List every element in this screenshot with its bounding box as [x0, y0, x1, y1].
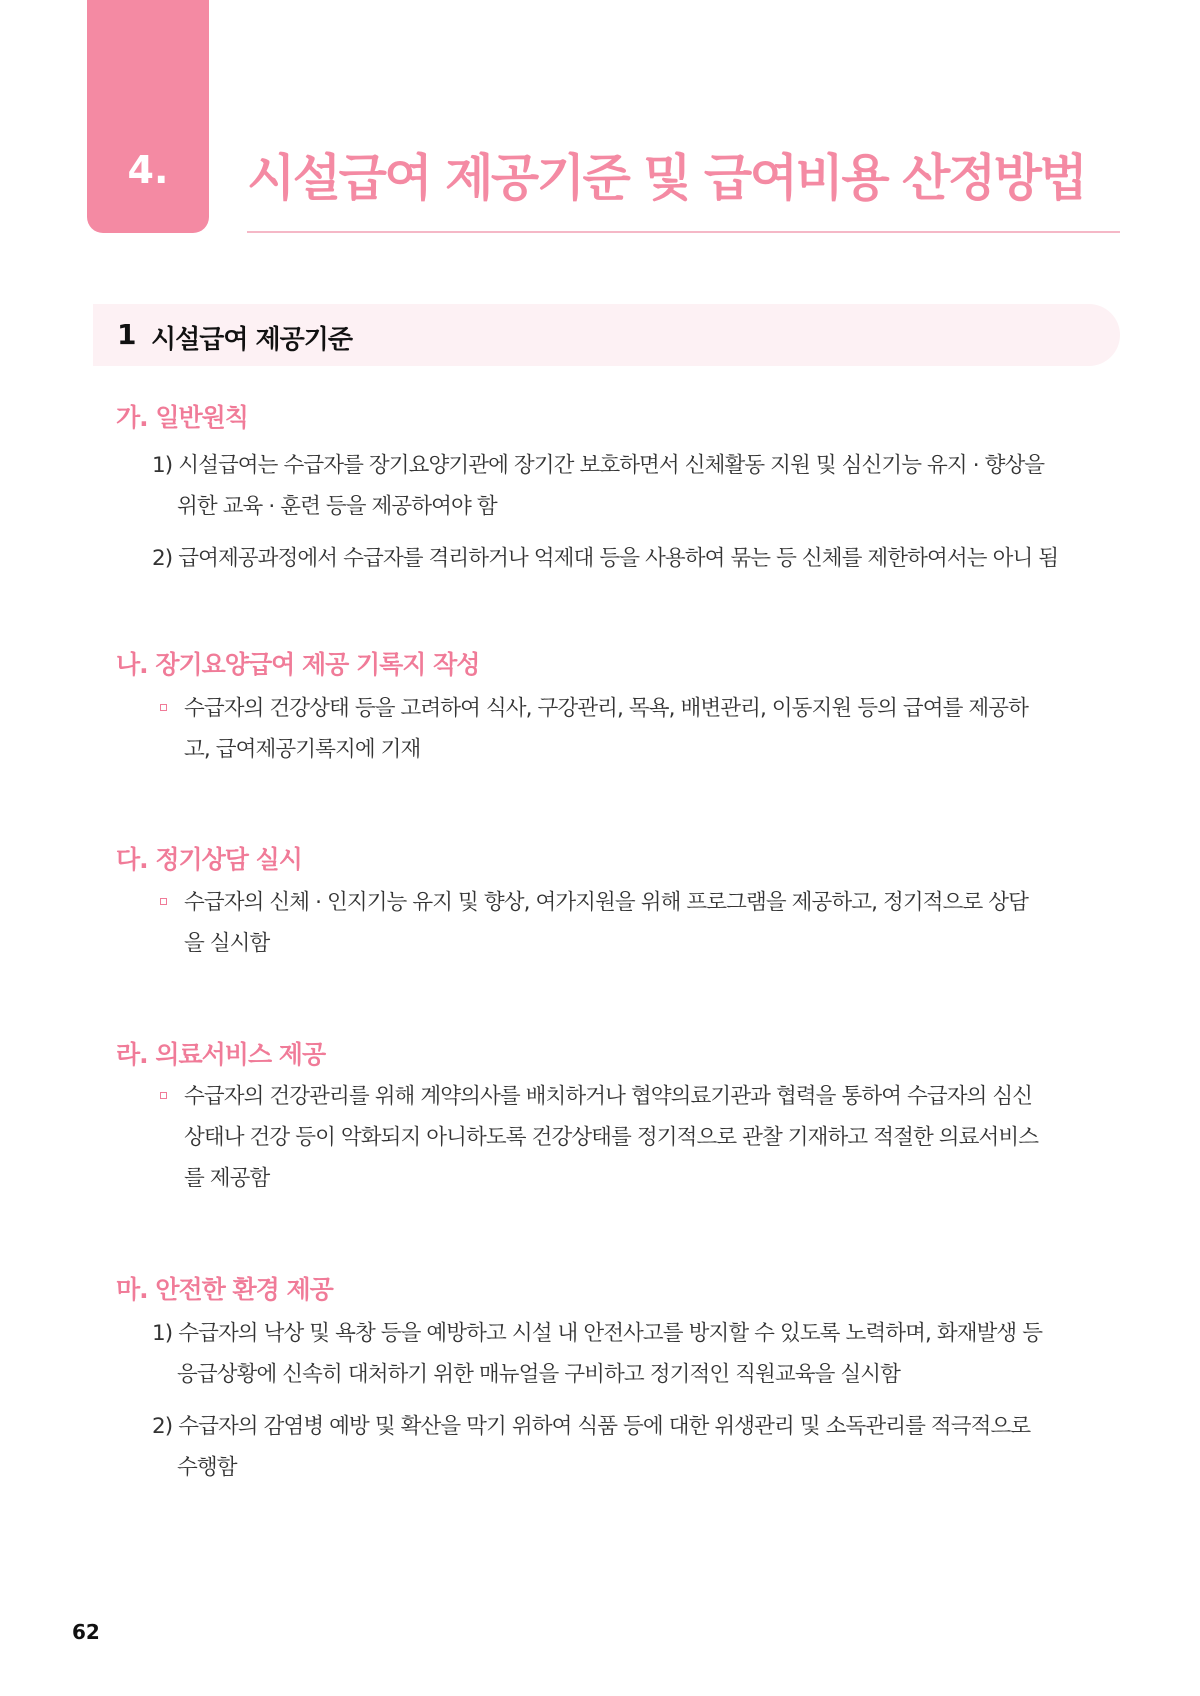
section-header: [93, 304, 1120, 366]
page-number: 62: [72, 1620, 100, 1644]
item-line: 위한 교육 · 훈련 등을 제공하여야 함: [177, 494, 497, 519]
list-item: [160, 882, 1105, 964]
chapter-tab: [87, 0, 209, 233]
item-line: 1) 시설급여는 수급자를 장기요양기관에 장기간 보호하면서 신체활동 지원 및 심신기능 유지 · 향상을: [152, 453, 1045, 478]
item-line: 고, 급여제공기록지에 기재: [184, 737, 421, 762]
list-item: [160, 688, 1105, 770]
item-line: 를 제공함: [184, 1166, 270, 1191]
square-bullet-icon: [160, 1092, 167, 1099]
list-item: [160, 1076, 1105, 1199]
square-bullet-icon: [160, 704, 167, 711]
item-line: 2) 수급자의 감염병 예방 및 확산을 막기 위하여 식품 등에 대한 위생관리 및 소독관리를 적극적으로: [152, 1414, 1031, 1439]
chapter-divider: [247, 231, 1120, 233]
subsection-heading-general: 가. 일반원칙: [116, 403, 248, 432]
item-line: 2) 급여제공과정에서 수급자를 격리하거나 억제대 등을 사용하여 묶는 등 신체를 제한하여서는 아니 됨: [152, 546, 1059, 571]
list-item: [152, 1406, 1097, 1488]
chapter-number: 4.: [127, 148, 169, 192]
list-item: [152, 1313, 1097, 1395]
item-line: 수급자의 건강관리를 위해 계약의사를 배치하거나 협약의료기관과 협력을 통하여 수급자의 심신: [184, 1084, 1033, 1109]
chapter-title: 시설급여 제공기준 및 급여비용 산정방법: [247, 149, 1086, 207]
subsection-heading-safety: 마. 안전한 환경 제공: [116, 1275, 333, 1304]
square-bullet-icon: [160, 898, 167, 905]
item-line: 수급자의 건강상태 등을 고려하여 식사, 구강관리, 목욕, 배변관리, 이동지원 등의 급여를 제공하: [184, 696, 1029, 721]
item-line: 상태나 건강 등이 악화되지 아니하도록 건강상태를 정기적으로 관찰 기재하고 적절한 의료서비스: [184, 1125, 1039, 1150]
item-line: 1) 수급자의 낙상 및 욕창 등을 예방하고 시설 내 안전사고를 방지할 수 있도록 노력하며, 화재발생 등: [152, 1321, 1043, 1346]
section-title: 시설급여 제공기준: [151, 325, 352, 355]
item-line: 을 실시함: [184, 931, 270, 956]
item-line: 수급자의 신체 · 인지기능 유지 및 향상, 여가지원을 위해 프로그램을 제공하고, 정기적으로 상담: [184, 890, 1029, 915]
list-item: [152, 445, 1097, 527]
subsection-heading-record: 나. 장기요양급여 제공 기록지 작성: [116, 650, 480, 679]
item-line: 응급상황에 신속히 대처하기 위한 매뉴얼을 구비하고 정기적인 직원교육을 실시함: [177, 1362, 901, 1387]
section-number: 1: [117, 318, 137, 351]
list-item: [152, 538, 1097, 579]
subsection-heading-medical: 라. 의료서비스 제공: [116, 1040, 326, 1069]
subsection-heading-counseling: 다. 정기상담 실시: [116, 845, 302, 874]
item-line: 수행함: [177, 1455, 237, 1480]
